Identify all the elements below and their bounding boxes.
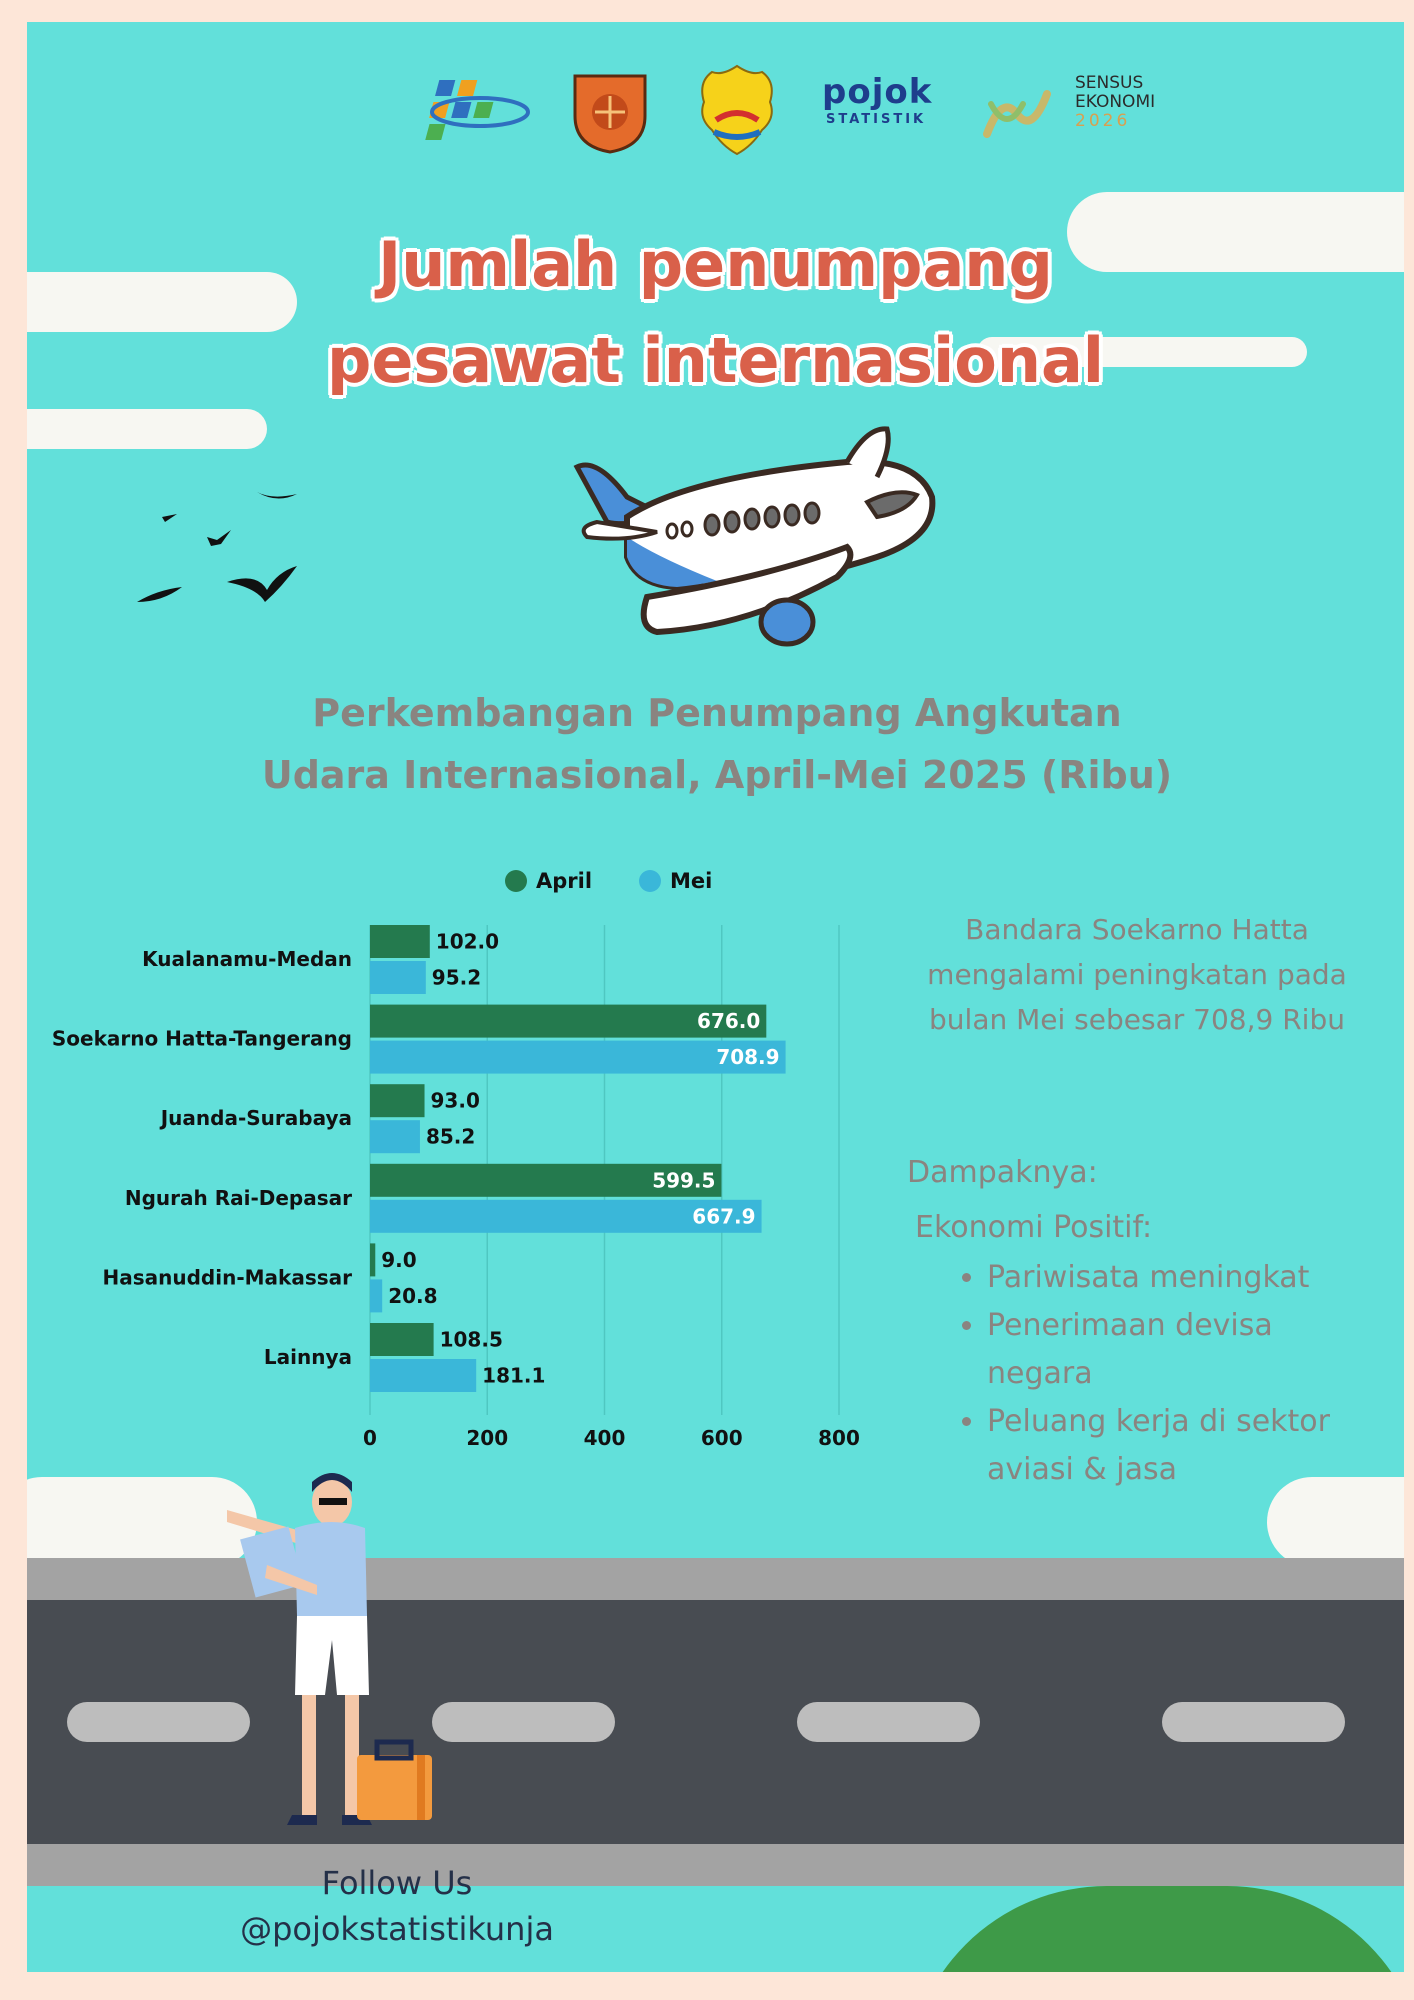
chart-title-line1: Perkembangan Penumpang Angkutan	[312, 691, 1122, 735]
green-hill	[907, 1886, 1404, 1972]
pojok-logo-text: pojok	[822, 72, 933, 112]
follow-section	[207, 1860, 587, 1952]
bar	[370, 1120, 420, 1153]
legend-label: April	[536, 869, 593, 893]
data-label: 20.8	[388, 1283, 438, 1308]
data-label: 9.0	[381, 1247, 417, 1272]
x-tick-label: 200	[466, 1426, 509, 1450]
data-label: 708.9	[716, 1045, 780, 1070]
data-label: 108.5	[439, 1327, 503, 1352]
bar	[370, 1359, 476, 1392]
data-label: 85.2	[425, 1124, 476, 1149]
category-label: Lainnya	[263, 1345, 352, 1369]
bar	[370, 1279, 382, 1312]
data-label: 667.9	[692, 1204, 756, 1229]
social-handle[interactable]: @pojokstatistikunja	[240, 1910, 554, 1948]
data-label: 599.5	[652, 1168, 716, 1193]
category-label: Ngurah Rai-Depasar	[124, 1185, 352, 1210]
sensus-ekonomi-logo-icon	[977, 74, 1197, 164]
impact-subheading: Ekonomi Positif:	[915, 1210, 1153, 1245]
data-label: 181.1	[482, 1363, 546, 1388]
data-label: 102.0	[435, 929, 500, 954]
impact-item: • Penerimaan devisa negara	[987, 1302, 1387, 1398]
sensus-logo-line3: 2026	[1075, 111, 1131, 131]
bar-chart	[27, 22, 887, 1462]
legend-marker	[639, 870, 661, 892]
traveller-illustration	[207, 1470, 507, 1850]
sensus-logo-line2: EKONOMI	[1075, 92, 1156, 112]
bar	[370, 1084, 425, 1117]
highlight-note: Bandara Soekarno Hatta mengalami peningkatan pada bulan Mei sebesar 708,9 Ribu	[927, 913, 1347, 1036]
impact-heading: Dampaknya:	[907, 1155, 1098, 1190]
data-label: 95.2	[431, 965, 482, 990]
data-label: 676.0	[697, 1009, 761, 1034]
lane-marking	[1162, 1702, 1345, 1742]
impact-item: • Pariwisata meningkat	[987, 1254, 1387, 1302]
x-tick-label: 400	[583, 1426, 626, 1450]
follow-label: Follow Us	[321, 1864, 473, 1902]
sensus-logo-line1: SENSUS	[1075, 73, 1144, 93]
bar	[370, 925, 430, 958]
impact-list	[967, 1254, 1387, 1494]
x-tick-label: 800	[818, 1426, 860, 1450]
poster	[27, 22, 1404, 1972]
x-tick-label: 600	[700, 1426, 743, 1450]
category-label: Juanda-Surabaya	[160, 1106, 352, 1131]
bar	[370, 1243, 375, 1276]
category-label: Kualanamu-Medan	[142, 947, 352, 971]
legend-marker	[505, 870, 527, 892]
impact-item: • Peluang kerja di sektor aviasi & jasa	[987, 1398, 1387, 1494]
bar	[370, 961, 426, 994]
pojok-logo-subtext: STATISTIK	[826, 112, 927, 127]
page-title-line1: Jumlah penumpang	[378, 228, 1053, 301]
legend-label: Mei	[670, 869, 713, 893]
chart-title-line2: Udara Internasional, April-Mei 2025 (Ribu)	[261, 753, 1173, 797]
category-label: Soekarno Hatta-Tangerang	[51, 1026, 352, 1051]
page-title-line2: pesawat internasional	[326, 324, 1105, 397]
x-tick-label: 0	[363, 1426, 377, 1450]
category-label: Hasanuddin-Makassar	[102, 1265, 352, 1290]
bar	[370, 1323, 434, 1356]
lane-marking	[797, 1702, 980, 1742]
data-label: 93.0	[430, 1088, 480, 1113]
